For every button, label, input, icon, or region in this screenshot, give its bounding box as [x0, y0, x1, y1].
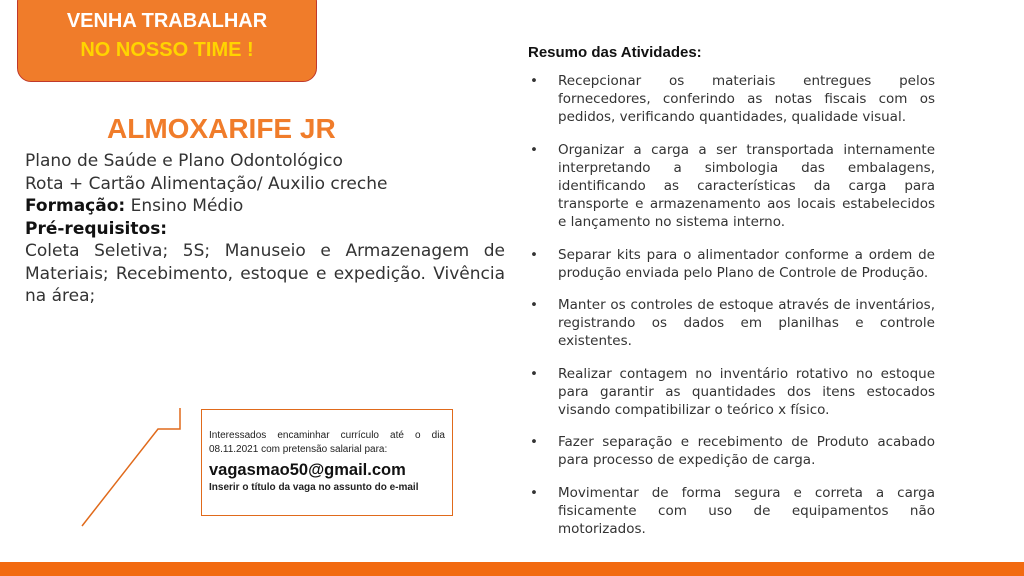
activity-text: Organizar a carga a ser transportada internamente interpretando a simbologia das embalagens, identificando as características da carga para transporte e armazenamento aos locais estabelecidos e lançamento no sistema interno.	[558, 141, 935, 231]
activities-summary-title: Resumo das Atividades:	[528, 44, 702, 61]
bullet-icon: •	[530, 434, 538, 451]
activity-item	[525, 296, 935, 351]
activity-item	[525, 365, 935, 420]
subject-note: Inserir o título da vaga no assunto do e-mail	[209, 482, 419, 493]
banner-line-1: VENHA TRABALHAR	[66, 10, 268, 32]
activity-text: Recepcionar os materiais entregues pelos fornecedores, conferindo as notas fiscais com os pedidos, verificando quantidades, qualidade visual.	[558, 73, 935, 126]
banner-line-2: NO NOSSO TIME !	[80, 39, 254, 61]
hiring-banner	[17, 0, 317, 82]
contact-email[interactable]: vagasmao50@gmail.com	[209, 461, 406, 479]
activities-list	[525, 72, 935, 538]
bottom-accent-bar	[0, 562, 1024, 576]
callout-pointer-line	[80, 405, 205, 530]
benefits-line-2: Rota + Cartão Alimentação/ Auxilio creche	[25, 173, 388, 194]
bullet-icon: •	[530, 141, 538, 158]
education-value: Ensino Médio	[130, 196, 244, 216]
bullet-icon: •	[530, 297, 538, 314]
education-label: Formação:	[25, 196, 126, 216]
activity-item	[525, 433, 935, 469]
activity-item	[525, 72, 935, 127]
activity-text: Manter os controles de estoque através de inventários, registrando os dados em planilhas e controle existentes.	[558, 297, 935, 350]
activity-text: Movimentar de forma segura e correta a carga fisicamente com uso de equipamentos não motorizados.	[558, 484, 935, 538]
contact-box	[201, 409, 453, 516]
bullet-icon: •	[530, 73, 538, 89]
activity-text: Fazer separação e recebimento de Produto acabado para processo de expedição de carga.	[558, 434, 935, 469]
education-row	[25, 195, 505, 218]
activity-item	[525, 484, 935, 539]
job-title: ALMOXARIFE JR	[107, 113, 336, 144]
bullet-icon: •	[530, 365, 538, 382]
activity-text: Realizar contagem no inventário rotativo no estoque para garantir as quantidades dos itens estocados visando compatibilizar o teórico x físico.	[558, 365, 935, 419]
job-details	[25, 150, 505, 308]
benefits-line-1: Plano de Saúde e Plano Odontológico	[25, 151, 343, 171]
bullet-icon: •	[530, 484, 538, 501]
contact-instructions: Interessados encaminhar currículo até o dia 08.11.2021 com pretensão salarial para:	[209, 430, 445, 455]
activity-item	[525, 246, 935, 282]
prerequisites-label: Pré-requisitos:	[25, 218, 168, 239]
bullet-icon: •	[530, 246, 538, 263]
activity-text: Separar kits para o alimentador conforme a ordem de produção enviada pelo Plano de Controle de Produção.	[558, 246, 935, 281]
prerequisites-text: Coleta Seletiva; 5S; Manuseio e Armazenagem de Materiais; Recebimento, estoque e expedição. Vivência na área;	[25, 241, 505, 306]
activity-item	[525, 141, 935, 232]
